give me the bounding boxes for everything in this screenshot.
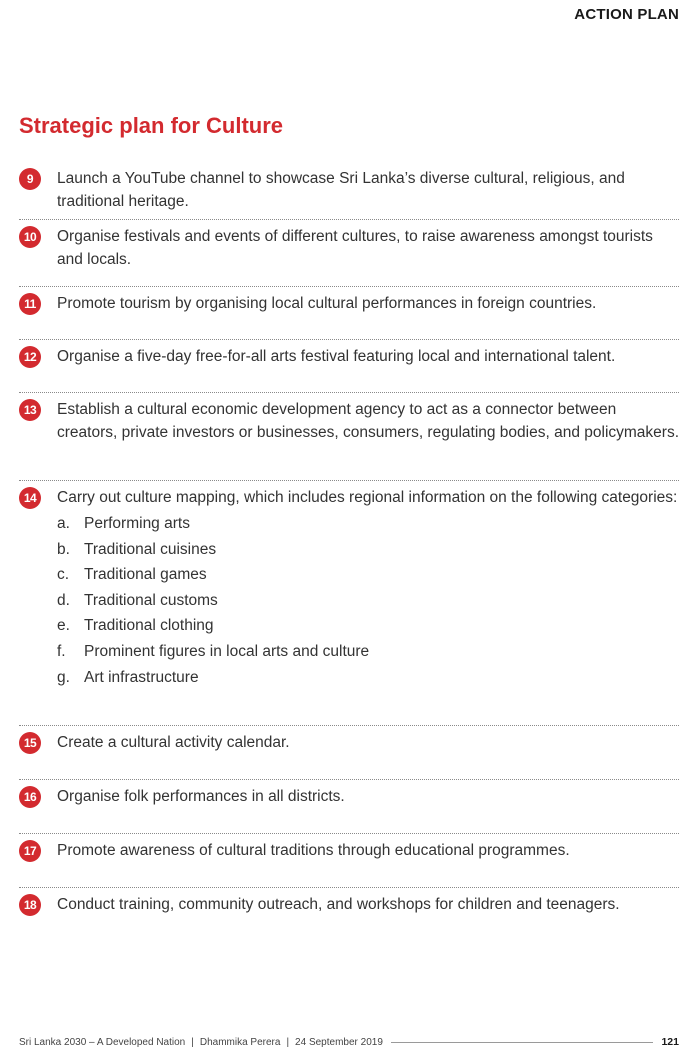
sub-list-item — [57, 511, 679, 537]
action-item — [19, 834, 679, 888]
sub-list-item — [57, 639, 679, 665]
sub-item-text: Traditional clothing — [84, 617, 214, 635]
footer-author: Dhammika Perera — [199, 1036, 281, 1048]
sub-item-text: Traditional games — [84, 566, 207, 584]
sub-item-text: Traditional customs — [84, 591, 218, 609]
header-label: ACTION PLAN — [574, 6, 679, 23]
item-text: Launch a YouTube channel to showcase Sri Lanka’s diverse cultural, religious, and traditional heritage. — [57, 170, 625, 210]
sub-list-item — [57, 537, 679, 563]
footer-rule — [391, 1042, 654, 1043]
sub-item-letter: e. — [57, 617, 70, 635]
item-text: Establish a cultural economic development agency to act as a connector between creators, private investors or businesses, consumers, regulating bodies, and policymakers. — [57, 401, 680, 441]
action-item — [19, 162, 679, 220]
action-item — [19, 393, 679, 481]
item-number-badge: 11 — [19, 293, 41, 315]
action-item — [19, 287, 679, 340]
page-title: Strategic plan for Culture — [19, 113, 284, 138]
footer-separator: | — [191, 1036, 194, 1048]
sub-list-item — [57, 665, 679, 691]
footer-separator: | — [286, 1036, 290, 1048]
footer-date: 24 September 2019 — [295, 1036, 383, 1048]
sub-item-text: Art infrastructure — [84, 668, 199, 686]
item-number-badge: 14 — [19, 487, 41, 509]
sub-item-letter: d. — [57, 591, 70, 609]
action-item — [19, 888, 679, 938]
sub-item-letter: c. — [57, 566, 70, 584]
footer-publication: Sri Lanka 2030 – A Developed Nation — [19, 1036, 186, 1048]
item-number-badge: 13 — [19, 399, 41, 421]
sub-item-text: Performing arts — [84, 515, 190, 532]
action-item — [19, 481, 679, 726]
item-number-badge: 10 — [19, 226, 41, 248]
action-item — [19, 726, 679, 780]
sub-item-letter: a. — [57, 515, 70, 532]
item-number-badge: 16 — [19, 786, 41, 808]
action-item-list — [19, 162, 679, 938]
page-footer — [19, 1034, 679, 1050]
item-number-badge: 12 — [19, 346, 41, 368]
category-sub-list — [57, 511, 679, 690]
item-number-badge: 18 — [19, 894, 41, 916]
action-item — [19, 340, 679, 393]
sub-item-letter: g. — [57, 668, 70, 686]
page-number: 121 — [661, 1036, 679, 1048]
sub-list-item — [57, 588, 679, 614]
item-text: Carry out culture mapping, which includes regional information on the following categories: — [57, 489, 678, 506]
action-item — [19, 780, 679, 834]
item-text: Conduct training, community outreach, and workshops for children and teenagers. — [57, 896, 620, 913]
item-text: Create a cultural activity calendar. — [57, 734, 290, 751]
item-text: Organise festivals and events of different cultures, to raise awareness amongst tourists and locals. — [57, 228, 653, 268]
sub-item-letter: f. — [57, 642, 66, 660]
action-item — [19, 220, 679, 287]
item-number-badge: 9 — [19, 168, 41, 190]
sub-item-letter: b. — [57, 540, 70, 558]
item-number-badge: 15 — [19, 732, 41, 754]
sub-item-text: Traditional cuisines — [84, 540, 217, 558]
sub-item-text: Prominent figures in local arts and culture — [84, 642, 370, 660]
item-number-badge: 17 — [19, 840, 41, 862]
sub-list-item — [57, 562, 679, 588]
item-text: Promote awareness of cultural traditions through educational programmes. — [57, 842, 570, 859]
item-text: Organise folk performances in all districts. — [57, 788, 345, 805]
item-text: Promote tourism by organising local cultural performances in foreign countries. — [57, 295, 597, 312]
item-text: Organise a five-day free-for-all arts festival featuring local and international talent. — [57, 348, 616, 365]
sub-list-item — [57, 613, 679, 639]
